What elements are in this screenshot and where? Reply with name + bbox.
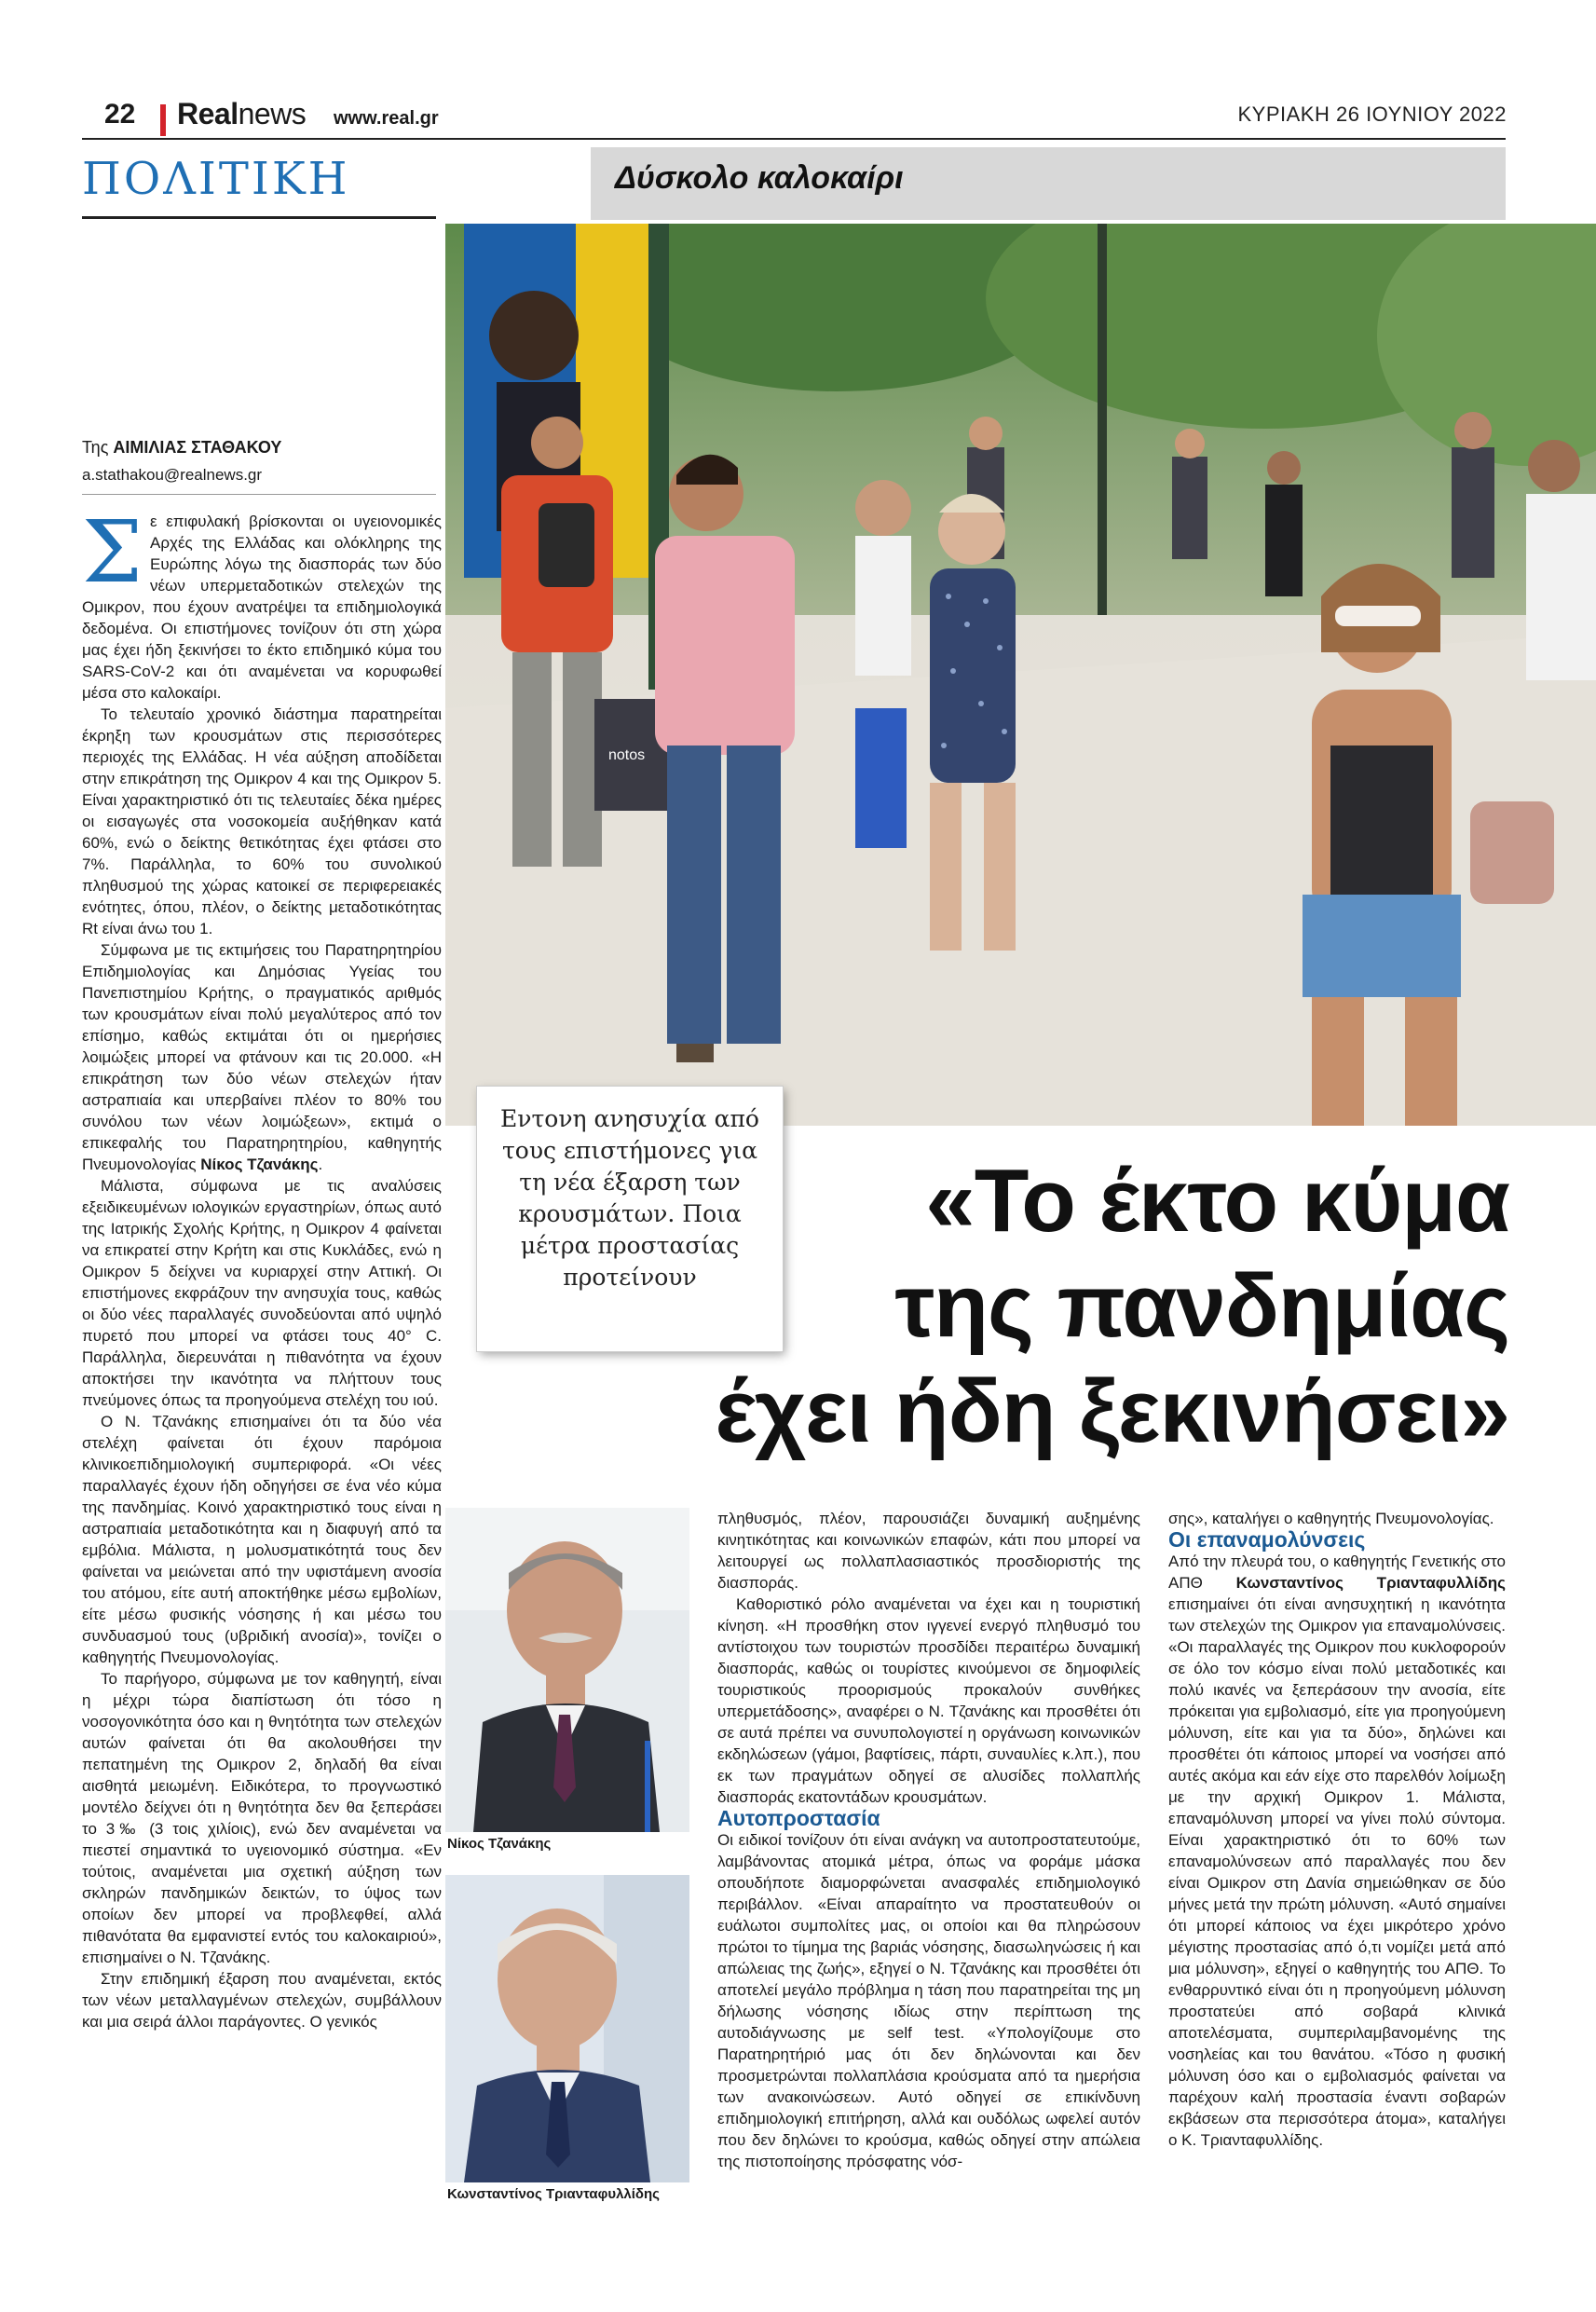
headline-line: έχει ήδη ξεκινήσει» <box>715 1361 1509 1461</box>
paragraph: Το τελευταίο χρονικό διάστημα παρατηρείται έκρηξη των κρουσμάτων στις περισσότερες περιοχές της Ελλάδας. Η νέα αύξηση αποδίδεται στην επικράτηση της Ομικρον 4 και της Ομικρον 5. Είναι χαρακτηριστικό ότι τις τελευταίες δέκα ημέρες οι εισαγωγές στα νοσοκομεία αυξήθηκαν κατά 60%, ενώ ο δείκτης θετικότητας έχει φτάσει στο 7%. Παράλληλα, το 60% του συνολικού πληθυσμού της χώρας κατοικεί σε περιφερειακές ενότητες, όπου, πλέον, ο δείκτης μεταδοτικότητας Rt είναι άνω του 1. <box>82 705 442 937</box>
portrait-illustration <box>445 1875 689 2182</box>
paragraph: Σύμφωνα με τις εκτιμήσεις του Παρατηρητηρίου Επιδημιολογίας και Δημόσιας Υγείας του Πανεπιστημίου Κρήτης, ο πραγματικός αριθμός των κρουσμάτων είναι πολύ μεγαλύτερος από τον επίσημο, καθώς εκτιμάται ότι οι ημερήσιες λοιμώξεις μπορεί να φτάνουν και τις 20.000. «Η επικράτηση των δύο νέων στελεχών ήταν αστραπιαία και υπερβαίνει πλέον το 80% του συνόλου των νέων λοιμώξεων», εκτιμά ο επικεφαλής του Παρατηρητηρίου, καθηγητής Πνευμονολογίας Νίκος Τζανάκης. <box>82 941 442 1173</box>
paragraph: Καθοριστικό ρόλο αναμένεται να έχει και η τουριστική κίνηση. «Η προσθήκη στον ιγγενεί ενεργό πληθυσμό του αντίστοιχου των τουριστών προσδίδει περαιτέρω δυναμική διασποράς, καθώς οι τουρίστες κινούμενοι σε δημοφιλείς τουριστικούς προορισμούς προκαλούν συνθήκες υπερμετάδοσης», αναφέρει ο Ν. Τζανάκης και προσθέτει ότι σε αυτά πρέπει να συνυπολογιστεί η οργάνωση κοινωνικών εκδηλώσεων (γάμοι, βαφτίσεις, πάρτι, συναυλίες κ.λπ.), που εκ των πραγμάτων οδηγεί σε αλυσίδες πολλαπλής διασποράς εκατοντάδων κρουσμάτων. <box>717 1595 1140 1806</box>
paragraph-text: Σύμφωνα με τις εκτιμήσεις του Παρατηρητηρίου Επιδημιολογίας και Δημόσιας Υγείας του Πανεπιστημίου Κρήτης, ο πραγματικός αριθμός των κρουσμάτων είναι πολύ μεγαλύτερος από τον επίσημο, καθώς εκτιμάται ότι οι ημερήσιες λοιμώξεις μπορεί να φτάνουν και τις 20.000. «Η επικράτηση των δύο νέων στελεχών ήταν αστραπιαία και υπερβαίνει πλέον το 80% του συνόλου των νέων λοιμώξεων», εκτιμά ο επικεφαλής του Παρατηρητηρίου, καθηγητής Πνευμονολογίας <box>82 941 442 1173</box>
portrait-illustration <box>445 1508 689 1832</box>
paragraph: σης», καταλήγει ο καθηγητής Πνευμονολογίας. <box>1168 1510 1494 1527</box>
subheading: Οι επαναμολύνσεις <box>1168 1527 1366 1552</box>
headline-line: της πανδημίας <box>894 1256 1509 1356</box>
portrait-triantafyllidis <box>445 1875 689 2182</box>
issue-date: ΚΥΡΙΑΚΗ 26 ΙΟΥΝΙΟΥ 2022 <box>1237 103 1507 126</box>
brand-news: news <box>238 97 307 130</box>
street-photo-illustration <box>445 224 1596 1126</box>
article-column-1 <box>82 502 442 2032</box>
paragraph-text: Από την πλευρά του, ο καθηγητής Γενετικής στο ΑΠΘ <box>1168 1553 1506 1592</box>
subheading: Αυτοπροστασία <box>717 1806 880 1830</box>
paragraph: Οι ειδικοί τονίζουν ότι είναι ανάγκη να αυτοπροστατευτούμε, λαμβάνοντας ατομικά μέτρα, όπως να φοράμε μάσκα οπουδήποτε διαμορφώνεται ανασφαλές επιδημιολογικό περιβάλλον. «Είναι απαραίτητο να προστατευθούν οι ευάλωτοι συμπολίτες μας, οι οποίοι και θα πληρώσουν πρώτοι το τίμημα της βαριάς νόσησης, διασωληνώσεις ή και απώλειας της ζωής», εξηγεί ο Ν. Τζανάκης και προσθέτει ότι αποτελεί μεγάλο πρόβλημα η τάση που παρατηρείται της μη δήλωσης νόσησης ιδίως στην περίπτωση της αυτοδιάγνωσης με self test. «Υπολογίζουμε στο Παρατηρητήριό μας ότι δεν δηλώνονται και δεν προσμετρώνται πολλαπλάσια κρούσματα από τα ημερήσια των ανακοινώσεων. Αυτό οδηγεί σε επικίνδυνη επιδημιολογική επιτήρηση, αλλά και ουδόλως ωφελεί αυτόν που δεν δηλώνει το κρούσμα, καθώς οδηγεί στην απώλεια της πιστοποίησης πρόσφατης νόσ- <box>717 1831 1140 2170</box>
topic-title: Δύσκολο καλοκαίρι <box>615 160 904 196</box>
byline-author: ΑΙΜΙΛΙΑΣ ΣΤΑΘΑΚΟΥ <box>113 438 282 457</box>
photo-caption: Κωνσταντίνος Τριανταφυλλίδης <box>447 2186 660 2202</box>
paragraph: Το παρήγορο, σύμφωνα με τον καθηγητή, είναι η μέχρι τώρα διαπίστωση ότι τόσο η νοσογονικότητα όσο και η θνητότητα των στελεχών αυτών φαίνεται ότι θα ακολουθήσει την πεπατημένη της Ομικρον 2, δηλαδή θα είναι αισθητά μειωμένη. Ειδικότερα, το προγνωστικό μοντέλο δείχνει ότι η θνητότητα δεν θα ξεπεράσει το 3‰ (3 τοις χιλίοις), ενώ δεν αναμένεται να πιεστεί σημαντικά το υγειονομικό σύστημα. «Εν τούτοις, αναμένεται μια σχετική αύξηση των σκληρών πανδημικών δεικτών, το ύψος των οποίων δεν μπορεί να προβλεφθεί, αλλά πιθανότατα θα εμφανιστεί εντός του καλοκαιριού», επισημαίνει ο Ν. Τζανάκης. <box>82 1670 442 1966</box>
section-title: ΠΟΛΙΤΙΚΗ <box>82 153 350 205</box>
paragraph-text: επισημαίνει ότι είναι ανησυχητική η ικανότητα των στελεχών της Ομικρον για επαναμολύνσεις. «Οι παραλλαγές της Ομικρον που κυκλοφορούν σε όλο τον κόσμο είναι πολύ μεταδοτικές και πολύ ικανές να ξεπεράσουν την ανοσία, είτε πρόκειται για εμβολιασμό, είτε για προηγούμενη μόλυνση, είτε και για τα δύο», δηλώνει και προσθέτει ότι κάποιος μπορεί να νοσήσει από αυτές ακόμα και εάν είχε στο παρελθόν λοίμωξη με την αρχική Ομικρον 1. Μάλιστα, επαναμόλυνση μπορεί να γίνει πολύ σύντομα. Είναι χαρακτηριστικό ότι το 60% των επαναμολύνσεων από παραλλαγές που δεν είναι Ομικρον στη Δανία σημειώθηκαν σε δύο μήνες μετά την πρώτη μόλυνση. «Αυτό σημαίνει ότι μπορεί κάποιος να έχει μικρότερο χρόνο μέγιστης προστασίας από ό,τι νομίζει μετά από μια μόλυνση», εξηγεί ο καθηγητής του ΑΠΘ. Το ενθαρρυντικό είναι ότι η προηγούμενη μόλυνση προστατεύει από σοβαρά κλινικά αποτελέσματα, συμπεριλαμβανομένης της νοσηλείας και του θανάτου. «Τόσο η φυσική μόλυνση όσο και ο εμβολιασμός φαίνεται να παρέχουν καλή προστασία έναντι σοβαρών εκβάσεων στα περισσότερα άτομα», καταλήγει ο Κ. Τριανταφυλλίδης. <box>1168 1595 1506 2149</box>
brand-url: www.real.gr <box>334 108 439 129</box>
author-email[interactable]: a.stathakou@realnews.gr <box>82 466 263 484</box>
headline <box>559 1148 1509 1464</box>
paragraph: ε επιφυλακή βρίσκονται οι υγειονομικές Αρχές της Ελλάδας και ολόκληρης της Ευρώπης λόγω της διασποράς των δύο νέων υπερμεταδοτικών στελεχών της Ομικρον, που έχουν ανατρέψει τα επιδημιολογικά δεδομένα. Οι επιστήμονες τονίζουν ότι στη χώρα μας έχει ήδη ξεκινήσει το έκτο επιδημικό κύμα του SARS-CoV-2 και ότι αναμένεται να κορυφωθεί μέσα στο καλοκαίρι. <box>82 513 442 702</box>
article-column-2 <box>717 1508 1140 2172</box>
brand-divider <box>160 104 166 136</box>
drop-cap: Σ <box>82 502 143 602</box>
photo-caption: Νίκος Τζανάκης <box>447 1836 552 1852</box>
section-rule <box>82 216 436 219</box>
byline <box>82 438 281 458</box>
brand-logo <box>177 97 306 131</box>
bag-brand: notos <box>608 747 646 763</box>
byline-rule <box>82 494 436 495</box>
portrait-tzanakis <box>445 1508 689 1832</box>
person-name: Νίκος Τζανάκης <box>200 1156 319 1173</box>
brand-real: Real <box>177 97 239 130</box>
header-rule <box>82 138 1506 140</box>
paragraph: Μάλιστα, σύμφωνα με τις αναλύσεις εξειδικευμένων ιολογικών εργαστηρίων, όπως αυτό της Ιατρικής Σχολής Κρήτης, η Ομικρον 4 φαίνεται να επικρατεί στην Κρήτη και στις Κυκλάδες, ενώ η Ομικρον 5 δείχνει να κυριαρχεί στην Αττική. Οι επιστήμονες εκφράζουν την ανησυχία τους, καθώς οι δύο νέες παραλλαγές συνοδεύονται από υψηλό πυρετό που μπορεί να φτάσει τους 40° C. Παράλληλα, διερευνάται η πιθανότητα να έχουν αποκτήσει την ικανότητα να πλήττουν τους πνεύμονες όπως τα προηγούμενα στελέχη του ιού. <box>82 1177 442 1409</box>
person-name: Κωνσταντίνος Τριανταφυλλίδης <box>1235 1574 1506 1592</box>
article-column-3 <box>1168 1508 1506 2151</box>
paragraph: Ο Ν. Τζανάκης επισημαίνει ότι τα δύο νέα στελέχη φαίνεται ότι έχουν παρόμοια κλινικοεπιδημιολογική συμπεριφορά. «Οι νέες παραλλαγές έχουν ήδη οδηγήσει σε ένα νέο κύμα της πανδημίας. Κοινό χαρακτηριστικό τους είναι η αστραπιαία μεταδοτικότητα και η διαφυγή από τα εμβόλια. Μάλιστα, η μολυσματικότητά τους δεν φαίνεται να μειώνεται από την υφιστάμενη ανοσία του ατόμου, είτε αυτή αποκτήθηκε μέσω εμβολίων, είτε μέσω φυσικής νόσησης ή και μέσω του συνδυασμού τους (υβριδική ανοσία)», τονίζει ο καθηγητής Πνευμονολογίας. <box>82 1413 442 1666</box>
paragraph: πληθυσμός, πλέον, παρουσιάζει δυναμική αυξημένης κινητικότητας και κοινωνικών επαφών, κάτι που μπορεί να λειτουργεί ως πολλαπλασιαστικός προσδιοριστής της διασποράς. <box>717 1510 1140 1592</box>
headline-line: «Το έκτο κύμα <box>925 1151 1509 1251</box>
page-number: 22 <box>104 99 136 130</box>
street-photo <box>445 224 1596 1126</box>
paragraph: Στην επιδημική έξαρση που αναμένεται, εκτός των νέων μεταλλαγμένων στελεχών, συμβάλλουν και μια σειρά άλλοι παράγοντες. Ο γενικός <box>82 1970 442 2031</box>
paragraph <box>1168 1551 1506 2151</box>
callout-text: Εντονη ανησυχία από τους επιστήμονες για τη νέα έξαρση των κρουσμάτων. Ποια μέτρα προστασίας προτείνουν <box>500 1105 759 1291</box>
byline-prefix: Της <box>82 438 114 457</box>
